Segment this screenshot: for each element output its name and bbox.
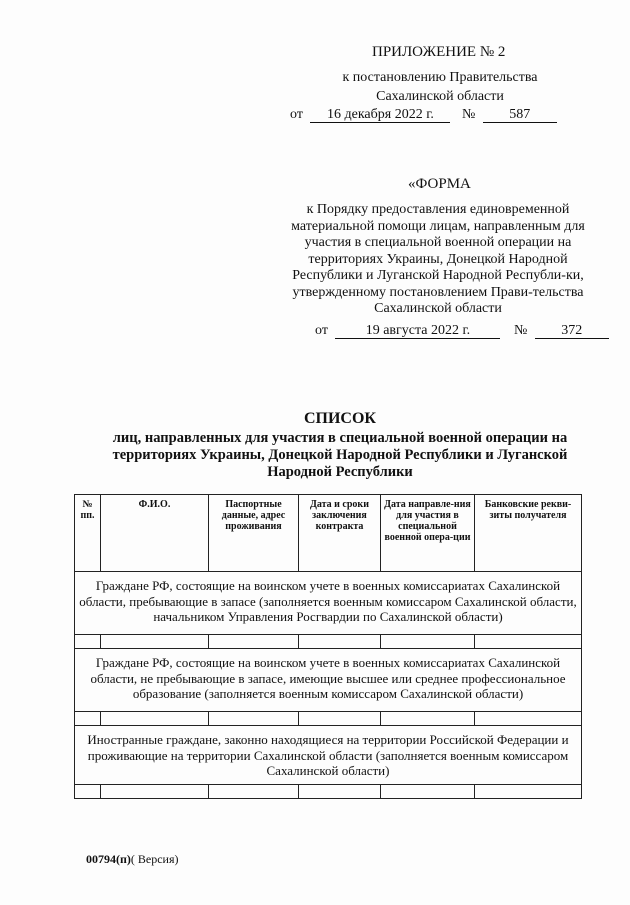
form-description: к Порядку предоставления единовременной материальной помощи лицам, направленным для участия в специальной военной операции на территориях Украины, Донецкой Народной Республики и Луганской Народной Республи-ки, утвержденному постановлением Прави-тельства Сахалинской области	[291, 202, 585, 316]
table-header-row	[75, 495, 582, 572]
persons-table	[74, 494, 582, 799]
table-cell	[381, 712, 475, 726]
form-number: 372	[535, 323, 609, 339]
document-title: СПИСОК	[303, 410, 377, 427]
table-cell	[101, 635, 209, 649]
form-num-label: №	[513, 323, 528, 338]
table-row	[75, 712, 582, 726]
appendix-from-label: от	[290, 107, 303, 122]
appendix-date-line	[290, 107, 557, 123]
table-cell	[101, 712, 209, 726]
table-cell	[475, 785, 582, 799]
form-date: 19 августа 2022 г.	[335, 323, 500, 339]
group-foreign-citizens: Иностранные граждане, законно находящиеся на территории Российской Федерации и проживающие на территории Сахалинской области (заполняется военным комиссаром Сахалинской области)	[75, 726, 582, 785]
table-group-row	[75, 726, 582, 785]
appendix-number: 587	[483, 107, 557, 123]
appendix-line-1: к постановлению Правительства	[342, 70, 538, 85]
table-cell	[381, 635, 475, 649]
header-full-name: Ф.И.О.	[101, 495, 209, 572]
table-cell	[299, 712, 381, 726]
header-number: № пп.	[75, 495, 101, 572]
table-cell	[209, 635, 299, 649]
appendix-title: ПРИЛОЖЕНИЕ № 2	[372, 44, 506, 60]
table-cell	[299, 635, 381, 649]
form-heading: «ФОРМА	[408, 176, 471, 192]
form-from-label: от	[315, 323, 328, 338]
table-group-row	[75, 572, 582, 635]
document-version: ( Версия)	[130, 852, 179, 866]
table-cell	[75, 785, 101, 799]
document-code	[86, 852, 179, 867]
table-group-row	[75, 649, 582, 712]
appendix-date: 16 декабря 2022 г.	[310, 107, 450, 123]
table-cell	[475, 712, 582, 726]
form-date-line	[315, 323, 609, 339]
document-subtitle: лиц, направленных для участия в специальной военной операции на территориях Украины, Донецкой Народной Республики и Луганской Народной Республики	[112, 430, 568, 480]
group-reserve: Граждане РФ, состоящие на воинском учете в военных комиссариатах Сахалинской области, пребывающие в запасе (заполняется военным комиссаром Сахалинской области, начальником Управления Росгвардии по Сахалинской области)	[75, 572, 582, 635]
appendix-num-label: №	[461, 107, 476, 122]
table-cell	[475, 635, 582, 649]
header-contract: Дата и сроки заключения контракта	[299, 495, 381, 572]
table-cell	[209, 712, 299, 726]
table-row	[75, 635, 582, 649]
table-row	[75, 785, 582, 799]
table-cell	[75, 712, 101, 726]
header-bank-details: Банковские рекви-зиты получателя	[475, 495, 582, 572]
table-cell	[101, 785, 209, 799]
header-passport: Паспортные данные, адрес проживания	[209, 495, 299, 572]
group-not-reserve: Граждане РФ, состоящие на воинском учете в военных комиссариатах Сахалинской области, не пребывающие в запасе, имеющие высшее или среднее профессиональное образование (заполняется военным комиссаром Сахалинской области)	[75, 649, 582, 712]
table-cell	[75, 635, 101, 649]
table-cell	[381, 785, 475, 799]
table-cell	[209, 785, 299, 799]
document-code-number: 00794(п)	[86, 852, 131, 866]
header-deployment-date: Дата направле-ния для участия в специальной военной опера-ции	[381, 495, 475, 572]
table-cell	[299, 785, 381, 799]
appendix-line-2: Сахалинской области	[376, 89, 504, 104]
